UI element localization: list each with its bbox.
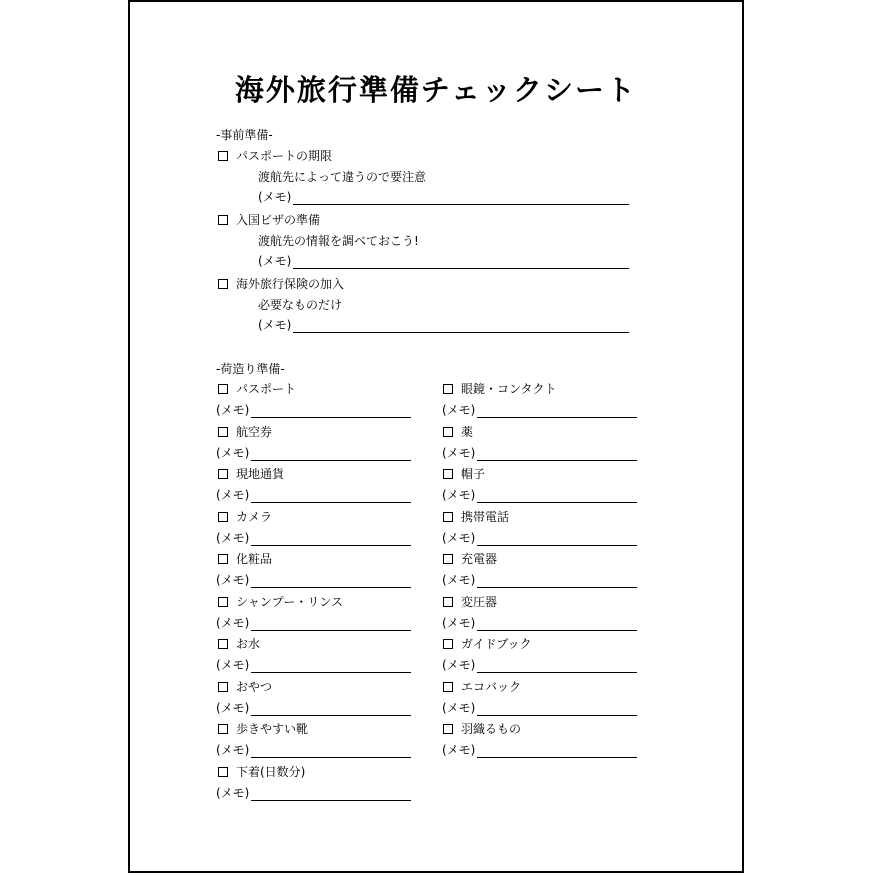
checkbox-icon[interactable]: [218, 597, 228, 607]
item-label: 帽子: [461, 467, 486, 481]
memo-field[interactable]: [258, 317, 629, 333]
checkbox-icon[interactable]: [218, 724, 228, 734]
checklist-item[interactable]: [218, 509, 272, 525]
checkbox-icon[interactable]: [218, 639, 228, 649]
memo-line[interactable]: [477, 448, 637, 461]
checkbox-icon[interactable]: [443, 427, 453, 437]
memo-label: (メモ): [216, 658, 250, 672]
item-label: 携帯電話: [461, 510, 510, 524]
memo-label: (メモ): [216, 446, 250, 460]
item-label: おやつ: [236, 680, 273, 694]
checkbox-icon[interactable]: [443, 597, 453, 607]
memo-line[interactable]: [251, 745, 411, 758]
memo-field[interactable]: [216, 615, 411, 631]
item-label: 変圧器: [461, 595, 498, 609]
memo-label: (メモ): [442, 573, 476, 587]
memo-label: (メモ): [216, 701, 250, 715]
item-label: パスポートの期限: [236, 149, 333, 163]
checklist-item[interactable]: [218, 276, 344, 292]
memo-label: (メモ): [442, 446, 476, 460]
checkbox-icon[interactable]: [218, 427, 228, 437]
checklist-item[interactable]: [443, 551, 497, 567]
checkbox-icon[interactable]: [218, 215, 228, 225]
memo-label: (メモ): [442, 616, 476, 630]
checklist-item[interactable]: [218, 212, 320, 228]
memo-line[interactable]: [477, 405, 637, 418]
item-label: 歩きやすい靴: [236, 722, 309, 736]
checklist-item[interactable]: [443, 594, 497, 610]
checklist-item[interactable]: [443, 381, 557, 397]
memo-line[interactable]: [477, 618, 637, 631]
memo-field[interactable]: [258, 253, 629, 269]
checklist-item[interactable]: [443, 636, 531, 652]
checklist-item[interactable]: [218, 679, 272, 695]
checklist-sheet: [128, 0, 744, 873]
memo-line[interactable]: [477, 703, 637, 716]
memo-line[interactable]: [251, 533, 411, 546]
memo-label: (メモ): [216, 531, 250, 545]
memo-line[interactable]: [251, 788, 411, 801]
memo-field[interactable]: [216, 530, 411, 546]
memo-field[interactable]: [258, 189, 629, 205]
memo-line[interactable]: [477, 745, 637, 758]
item-label: 化粧品: [236, 552, 273, 566]
memo-line[interactable]: [251, 618, 411, 631]
memo-label: (メモ): [258, 318, 292, 332]
checkbox-icon[interactable]: [443, 639, 453, 649]
checkbox-icon[interactable]: [218, 151, 228, 161]
item-label: 現地通貨: [236, 467, 285, 481]
checklist-item[interactable]: [218, 424, 272, 440]
checklist-item[interactable]: [443, 424, 473, 440]
checklist-item[interactable]: [443, 679, 521, 695]
checklist-item[interactable]: [443, 509, 509, 525]
checkbox-icon[interactable]: [443, 512, 453, 522]
item-note: 渡航先によって違うので要注意: [258, 170, 427, 184]
checklist-item[interactable]: [218, 381, 296, 397]
memo-label: (メモ): [258, 254, 292, 268]
memo-line[interactable]: [251, 575, 411, 588]
memo-field[interactable]: [216, 487, 411, 503]
item-label: エコバック: [461, 680, 522, 694]
checklist-item[interactable]: [218, 594, 343, 610]
memo-line[interactable]: [251, 405, 411, 418]
memo-line[interactable]: [251, 490, 411, 503]
memo-line[interactable]: [293, 256, 629, 269]
memo-field[interactable]: [216, 445, 411, 461]
item-label: 充電器: [461, 552, 498, 566]
checklist-item[interactable]: [218, 551, 272, 567]
item-label: 海外旅行保険の加入: [236, 277, 345, 291]
memo-line[interactable]: [251, 448, 411, 461]
checkbox-icon[interactable]: [218, 469, 228, 479]
checklist-item[interactable]: [443, 721, 521, 737]
checklist-item[interactable]: [218, 148, 332, 164]
memo-field[interactable]: [216, 742, 411, 758]
checkbox-icon[interactable]: [443, 469, 453, 479]
item-note: 渡航先の情報を調べておこう!: [258, 234, 419, 248]
memo-field[interactable]: [216, 700, 411, 716]
memo-label: (メモ): [216, 616, 250, 630]
memo-field[interactable]: [442, 657, 637, 673]
checkbox-icon[interactable]: [443, 682, 453, 692]
checklist-item[interactable]: [443, 466, 485, 482]
memo-line[interactable]: [477, 490, 637, 503]
memo-line[interactable]: [293, 192, 629, 205]
checkbox-icon[interactable]: [218, 512, 228, 522]
memo-line[interactable]: [477, 533, 637, 546]
section-heading-pre-trip: -事前準備-: [216, 128, 273, 142]
memo-label: (メモ): [442, 488, 476, 502]
item-label: パスポート: [236, 382, 297, 396]
item-label: シャンプー・リンス: [236, 595, 344, 609]
memo-field[interactable]: [442, 402, 637, 418]
checklist-item[interactable]: [218, 466, 284, 482]
checkbox-icon[interactable]: [218, 554, 228, 564]
memo-field[interactable]: [442, 700, 637, 716]
item-label: ガイドブック: [461, 637, 532, 651]
memo-field[interactable]: [442, 742, 637, 758]
memo-label: (メモ): [442, 531, 476, 545]
checkbox-icon[interactable]: [218, 384, 228, 394]
memo-label: (メモ): [442, 403, 476, 417]
memo-field[interactable]: [442, 445, 637, 461]
memo-label: (メモ): [442, 658, 476, 672]
memo-field[interactable]: [216, 402, 411, 418]
memo-field[interactable]: [442, 487, 637, 503]
memo-field[interactable]: [216, 785, 411, 801]
checklist-item[interactable]: [218, 636, 260, 652]
checkbox-icon[interactable]: [218, 682, 228, 692]
page-title: 海外旅行準備チェックシート: [234, 73, 638, 107]
memo-line[interactable]: [251, 660, 411, 673]
checklist-item[interactable]: [218, 721, 308, 737]
memo-label: (メモ): [216, 786, 250, 800]
memo-field[interactable]: [216, 572, 411, 588]
memo-label: (メモ): [216, 403, 250, 417]
checklist-item[interactable]: [218, 764, 305, 780]
item-label: 入国ビザの準備: [236, 213, 321, 227]
memo-label: (メモ): [442, 743, 476, 757]
checkbox-icon[interactable]: [443, 384, 453, 394]
memo-label: (メモ): [216, 743, 250, 757]
memo-label: (メモ): [442, 701, 476, 715]
item-label: 航空券: [236, 425, 273, 439]
memo-field[interactable]: [442, 615, 637, 631]
checkbox-icon[interactable]: [443, 554, 453, 564]
memo-label: (メモ): [216, 573, 250, 587]
memo-label: (メモ): [216, 488, 250, 502]
memo-label: (メモ): [258, 190, 292, 204]
section-heading-packing: -荷造り準備-: [216, 362, 285, 376]
item-label: お水: [236, 637, 261, 651]
item-label: カメラ: [236, 510, 273, 524]
memo-line[interactable]: [477, 660, 637, 673]
memo-field[interactable]: [442, 530, 637, 546]
memo-line[interactable]: [477, 575, 637, 588]
checkbox-icon[interactable]: [443, 724, 453, 734]
item-label: 下着(日数分): [236, 765, 306, 779]
memo-field[interactable]: [442, 572, 637, 588]
item-label: 羽織るもの: [461, 722, 522, 736]
memo-field[interactable]: [216, 657, 411, 673]
memo-line[interactable]: [251, 703, 411, 716]
item-label: 薬: [461, 425, 474, 439]
memo-line[interactable]: [293, 320, 629, 333]
checkbox-icon[interactable]: [218, 279, 228, 289]
item-label: 眼鏡・コンタクト: [461, 382, 557, 396]
checkbox-icon[interactable]: [218, 767, 228, 777]
item-note: 必要なものだけ: [258, 298, 343, 312]
